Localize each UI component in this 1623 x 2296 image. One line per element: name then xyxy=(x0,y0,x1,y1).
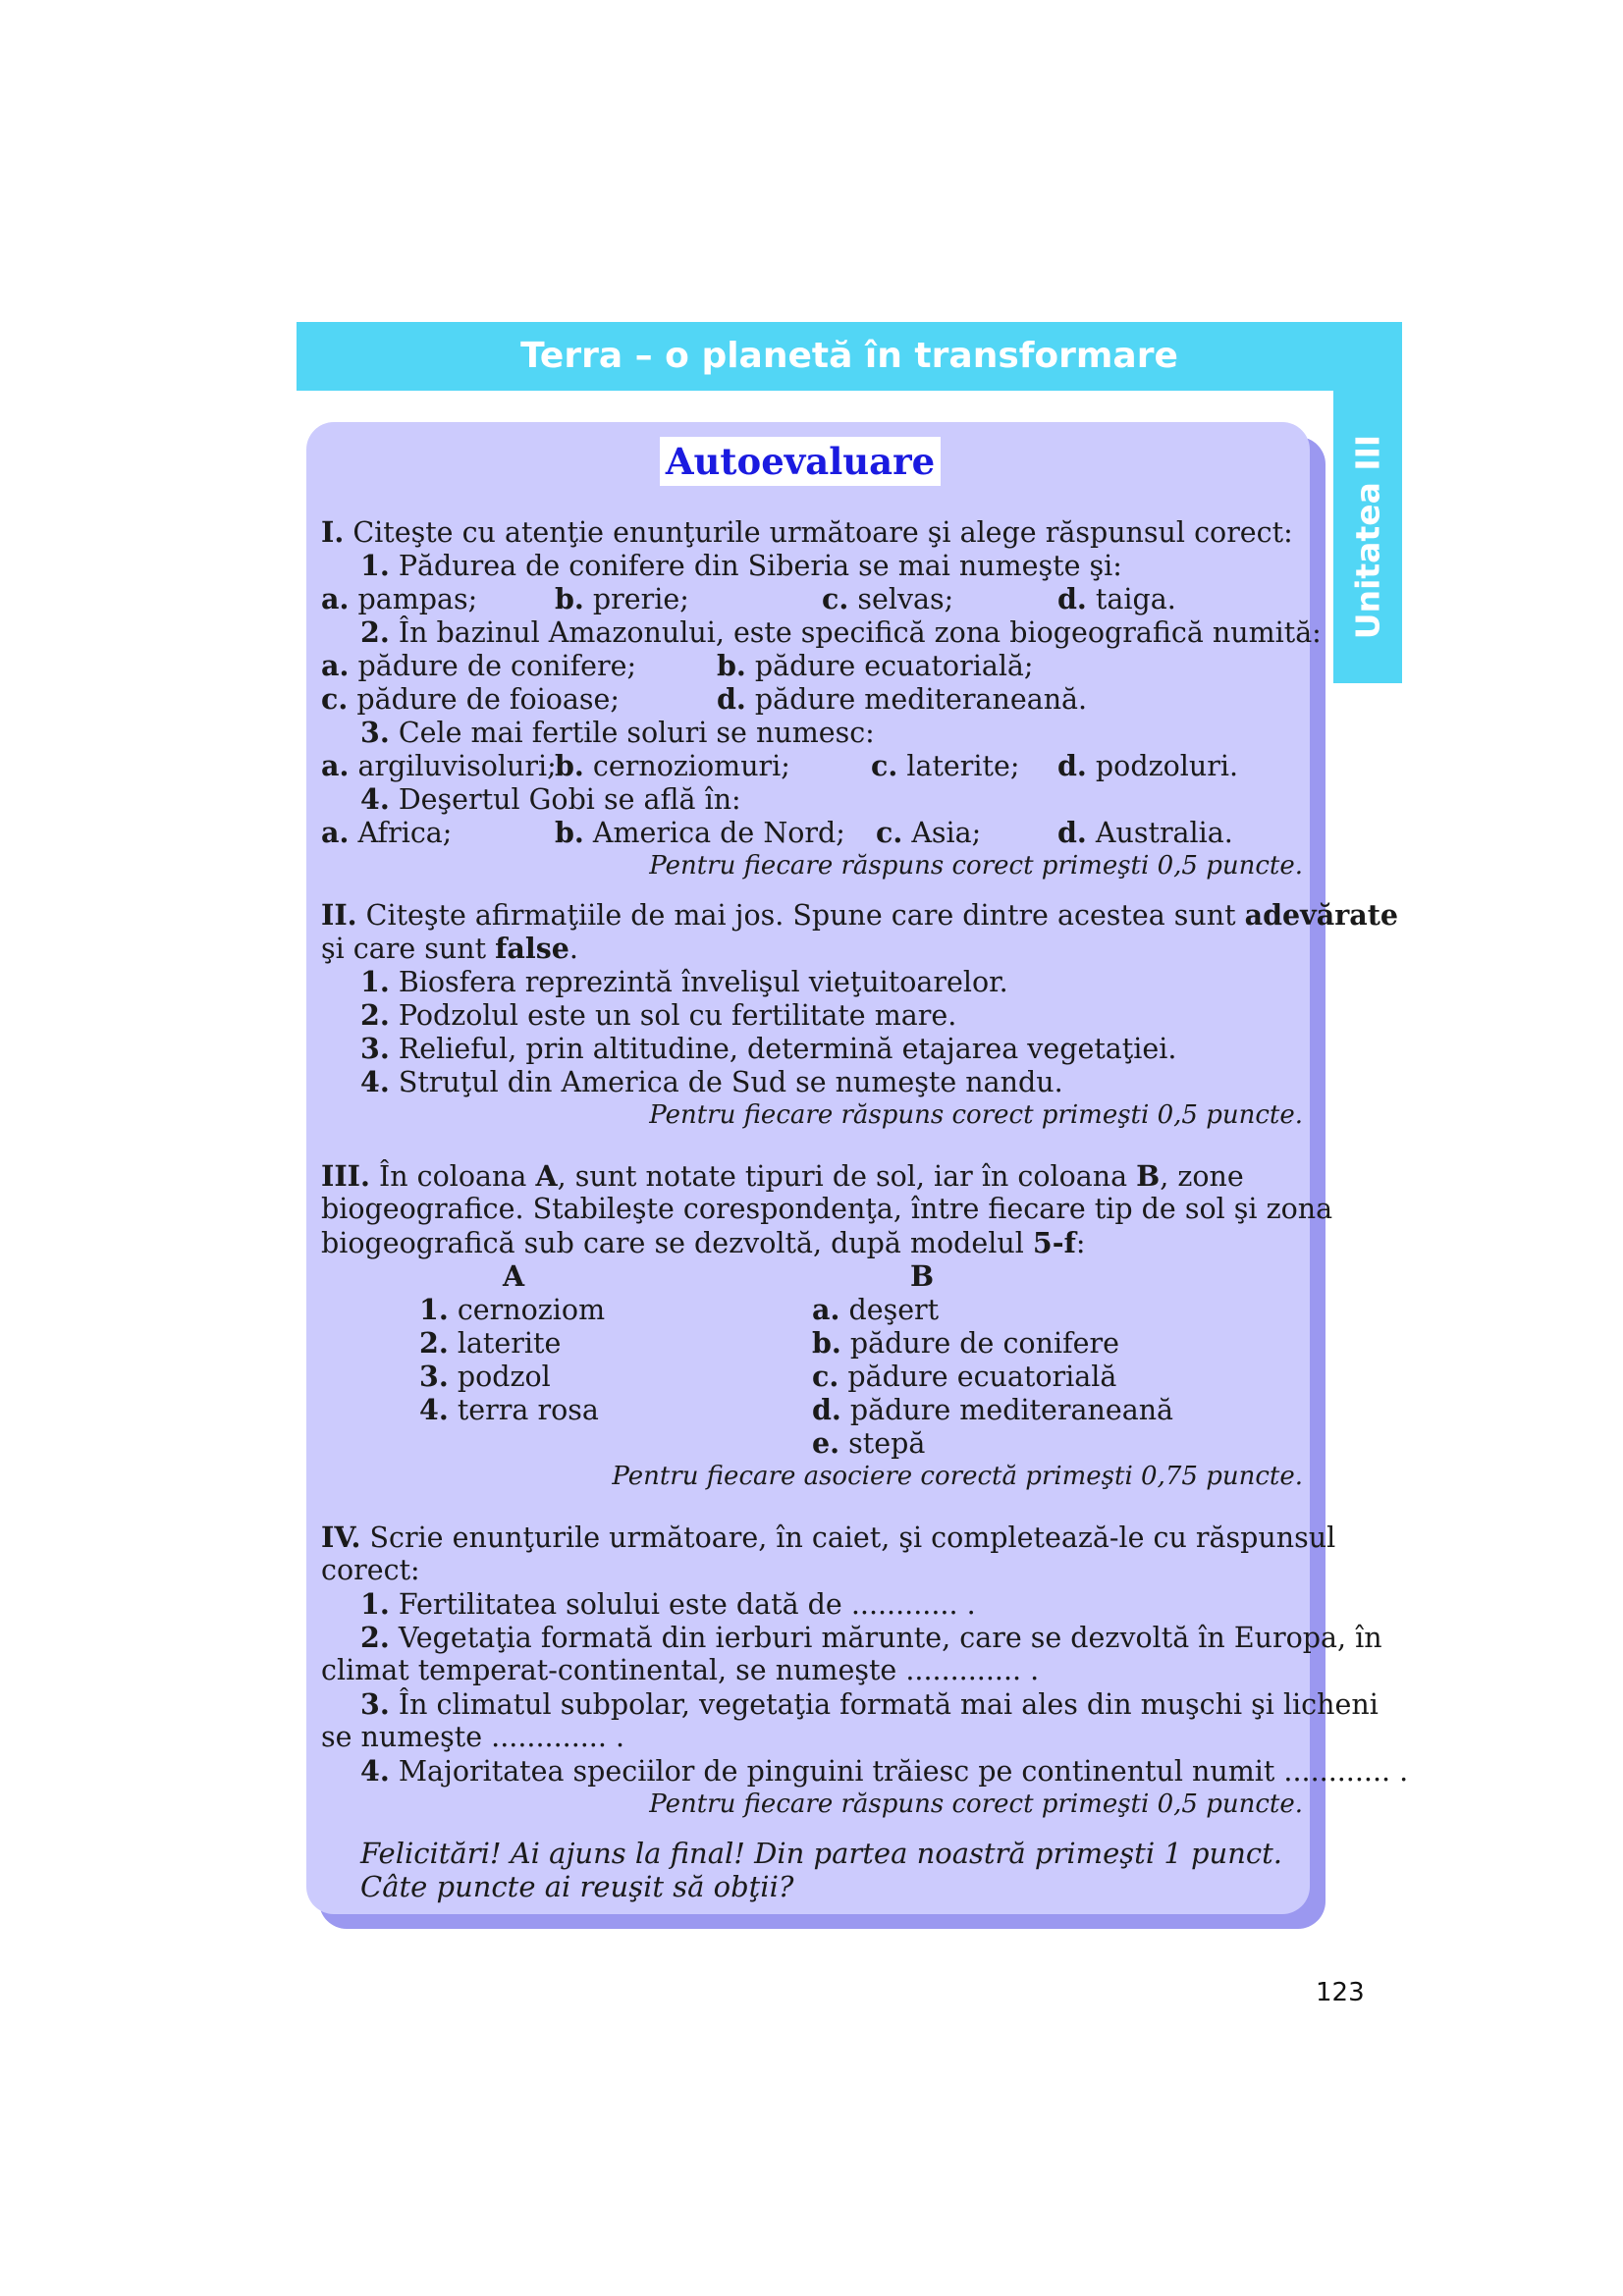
section-3-intro-line1: III. În coloana A, sunt notate tipuri de sol, iar în coloana B, zone xyxy=(321,1159,1244,1193)
panel-title: Autoevaluare xyxy=(660,437,941,486)
section-2-score: Pentru fiecare răspuns corect primeşti 0,5 puncte. xyxy=(649,1100,1303,1130)
fill-item-2-cont: climat temperat-continental, se numeşte ............. . xyxy=(321,1654,1040,1686)
q2-options-row1: a. pădure de conifere; b. pădure ecuatorială; xyxy=(321,649,1034,682)
statement-item: 3. Relieful, prin altitudine, determină etajarea vegetaţiei. xyxy=(360,1032,1177,1065)
matching-row: 2. laterite b. pădure de conifere xyxy=(419,1326,1119,1360)
section-2-intro-line1: II. Citeşte afirmaţiile de mai jos. Spune care dintre acestea sunt adevărate xyxy=(321,898,1398,932)
q1-options: a. pampas; b. prerie; c. selvas; d. taiga. xyxy=(321,582,1176,615)
fill-item-4: 4. Majoritatea speciilor de pinguini trăiesc pe continentul numit ............ . xyxy=(360,1754,1409,1788)
section-1-score: Pentru fiecare răspuns corect primeşti 0,5 puncte. xyxy=(649,851,1303,881)
q3-text: 3. Cele mai fertile soluri se numesc: xyxy=(360,716,875,749)
q4-text: 4. Deşertul Gobi se află în: xyxy=(360,782,741,816)
q2-text: 2. În bazinul Amazonului, este specifică zona biogeografică numită: xyxy=(360,615,1322,649)
q2-options-row2: c. pădure de foioase; d. pădure mediteraneană. xyxy=(321,682,1088,716)
matching-row: e. stepă xyxy=(812,1426,926,1460)
statement-item: 4. Struţul din America de Sud se numeşte nandu. xyxy=(360,1065,1063,1098)
matching-row: 1. cernoziom a. deşert xyxy=(419,1293,940,1326)
matching-row: 3. podzol c. pădure ecuatorială xyxy=(419,1360,1117,1393)
statement-item: 1. Biosfera reprezintă învelişul vieţuitoarelor. xyxy=(360,965,1008,998)
page-number: 123 xyxy=(1316,1978,1365,2007)
header-bar xyxy=(297,322,1402,391)
section-2-intro-line2: şi care sunt false. xyxy=(321,932,578,965)
fill-item-2: 2. Vegetaţia formată din ierburi mărunte, care se dezvoltă în Europa, în xyxy=(360,1621,1382,1654)
statement-item: 2. Podzolul este un sol cu fertilitate mare. xyxy=(360,998,957,1032)
final-message: Felicitări! Ai ajuns la final! Din partea noastră primeşti 1 punct. xyxy=(360,1837,1283,1870)
q3-options: a. argiluvisoluri; b. cernoziomuri; c. laterite; d. podzoluri. xyxy=(321,749,1239,782)
section-1-intro: I. Citeşte cu atenţie enunţurile următoare şi alege răspunsul corect: xyxy=(321,515,1293,549)
matching-row: 4. terra rosa d. pădure mediteraneană xyxy=(419,1393,1174,1426)
section-4-score: Pentru fiecare răspuns corect primeşti 0,5 puncte. xyxy=(649,1789,1303,1819)
section-3-intro-line2: biogeografice. Stabileşte corespondenţa, între fiecare tip de sol şi zona xyxy=(321,1193,1333,1225)
fill-item-3-cont: se numeşte ............. . xyxy=(321,1721,625,1753)
q1-text: 1. Pădurea de conifere din Siberia se mai numeşte şi: xyxy=(360,549,1122,582)
section-4-intro-line1: IV. Scrie enunţurile următoare, în caiet, şi completează-le cu răspunsul xyxy=(321,1521,1336,1554)
column-a-header: A xyxy=(503,1259,525,1293)
column-b-header: B xyxy=(910,1259,935,1293)
final-question: Câte puncte ai reuşit să obţii? xyxy=(360,1870,794,1903)
unit-tab xyxy=(1333,391,1402,683)
header-title: Terra – o planetă în transformare xyxy=(520,336,1178,376)
matching-headers xyxy=(321,1259,1303,1293)
q4-options: a. Africa; b. America de Nord; c. Asia; d. Australia. xyxy=(321,816,1233,849)
fill-item-3: 3. În climatul subpolar, vegetaţia formată mai ales din muşchi şi licheni xyxy=(360,1687,1379,1721)
section-3-score: Pentru fiecare asociere corectă primeşti 0,75 puncte. xyxy=(612,1462,1303,1491)
section-4-intro-line2: corect: xyxy=(321,1554,420,1586)
fill-item-1: 1. Fertilitatea solului este dată de ............ . xyxy=(360,1587,976,1621)
section-3-intro-line3: biogeografică sub care se dezvoltă, după modelul 5-f: xyxy=(321,1226,1086,1259)
unit-tab-label: Unitatea III xyxy=(1348,434,1387,640)
